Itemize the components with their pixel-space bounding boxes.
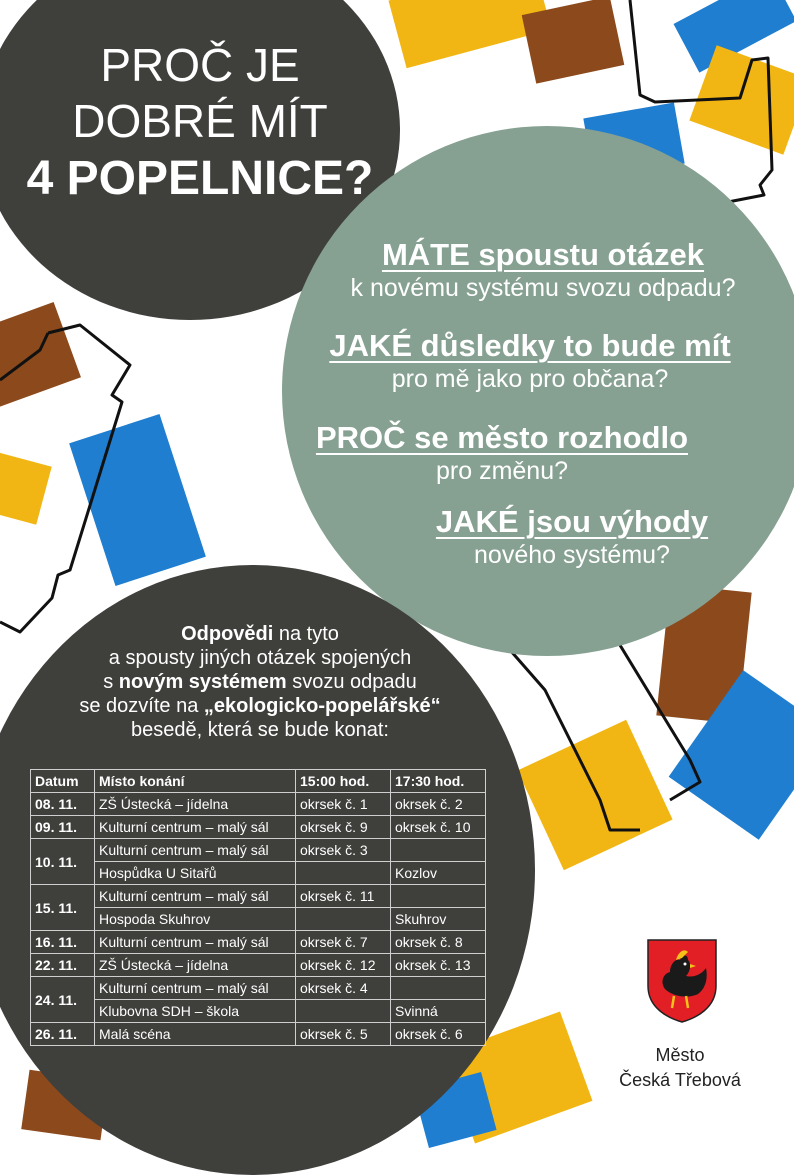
cell-place: Hospůdka U Sitařů bbox=[95, 862, 296, 885]
intro-text: s bbox=[103, 671, 119, 693]
cell-date: 09. 11. bbox=[31, 816, 95, 839]
cell-place: Kulturní centrum – malý sál bbox=[95, 931, 296, 954]
cell-date: 22. 11. bbox=[31, 954, 95, 977]
table-row bbox=[31, 954, 486, 977]
cell-1730: Skuhrov bbox=[391, 908, 486, 931]
header-date: Datum bbox=[31, 770, 95, 793]
cell-place: Kulturní centrum – malý sál bbox=[95, 816, 296, 839]
cell-1730 bbox=[391, 977, 486, 1000]
cell-1500: okrsek č. 12 bbox=[296, 954, 391, 977]
question-4-heading: JAKÉ jsou výhody bbox=[435, 504, 709, 539]
intro-text: besedě, která se bude konat: bbox=[131, 719, 389, 741]
cell-place: Kulturní centrum – malý sál bbox=[95, 885, 296, 908]
cell-date: 24. 11. bbox=[31, 977, 95, 1023]
cell-place: Malá scéna bbox=[95, 1023, 296, 1046]
cell-1500: okrsek č. 11 bbox=[296, 885, 391, 908]
question-3-heading: PROČ se město rozhodlo bbox=[315, 420, 689, 455]
intro-paragraph bbox=[10, 622, 510, 742]
header-1500: 15:00 hod. bbox=[296, 770, 391, 793]
cell-date: 26. 11. bbox=[31, 1023, 95, 1046]
schedule-table bbox=[30, 769, 486, 1046]
table-row bbox=[31, 931, 486, 954]
table-row bbox=[31, 816, 486, 839]
rooster-coat-of-arms-icon bbox=[646, 938, 718, 1024]
cell-1500 bbox=[296, 862, 391, 885]
cell-1730: okrsek č. 8 bbox=[391, 931, 486, 954]
cell-1500: okrsek č. 5 bbox=[296, 1023, 391, 1046]
cell-1730: okrsek č. 6 bbox=[391, 1023, 486, 1046]
cell-1500: okrsek č. 7 bbox=[296, 931, 391, 954]
town-name-line-2: Česká Třebová bbox=[619, 1070, 741, 1090]
cell-1730: Kozlov bbox=[391, 862, 486, 885]
table-row bbox=[31, 793, 486, 816]
intro-text: se dozvíte na bbox=[79, 695, 204, 717]
cell-1730: okrsek č. 2 bbox=[391, 793, 486, 816]
cell-1730: okrsek č. 13 bbox=[391, 954, 486, 977]
table-row bbox=[31, 839, 486, 862]
question-1-heading: MÁTE spoustu otázek bbox=[381, 237, 705, 272]
cell-1500: okrsek č. 4 bbox=[296, 977, 391, 1000]
intro-text: na tyto bbox=[273, 623, 339, 645]
table-row bbox=[31, 862, 486, 885]
table-row bbox=[31, 977, 486, 1000]
question-1-text: k novému systému svozu odpadu? bbox=[350, 274, 736, 302]
cell-1730 bbox=[391, 885, 486, 908]
table-header-row bbox=[31, 770, 486, 793]
cell-date: 08. 11. bbox=[31, 793, 95, 816]
cell-place: Kulturní centrum – malý sál bbox=[95, 839, 296, 862]
intro-bold-new-system: novým systémem bbox=[118, 671, 287, 693]
title-line-2: DOBRÉ MÍT bbox=[72, 95, 328, 147]
intro-bold-answers: Odpovědi bbox=[181, 623, 274, 645]
table-row bbox=[31, 908, 486, 931]
table-row bbox=[31, 885, 486, 908]
cell-date: 15. 11. bbox=[31, 885, 95, 931]
intro-text: svozu odpadu bbox=[286, 671, 417, 693]
town-name-line-1: Město bbox=[655, 1045, 705, 1065]
cell-1730 bbox=[391, 839, 486, 862]
cell-date: 16. 11. bbox=[31, 931, 95, 954]
cell-1500: okrsek č. 9 bbox=[296, 816, 391, 839]
cell-1730: Svinná bbox=[391, 1000, 486, 1023]
cell-place: Hospoda Skuhrov bbox=[95, 908, 296, 931]
table-row bbox=[31, 1000, 486, 1023]
intro-text: a spousty jiných otázek spojených bbox=[108, 647, 412, 669]
header-1730: 17:30 hod. bbox=[391, 770, 486, 793]
cell-1730: okrsek č. 10 bbox=[391, 816, 486, 839]
table-row bbox=[31, 1023, 486, 1046]
cell-place: Klubovna SDH – škola bbox=[95, 1000, 296, 1023]
cell-date: 10. 11. bbox=[31, 839, 95, 885]
question-3-text: pro změnu? bbox=[435, 457, 569, 485]
title-line-3: 4 POPELNICE? bbox=[26, 152, 374, 205]
cell-place: ZŠ Ústecká – jídelna bbox=[95, 954, 296, 977]
question-2-text: pro mě jako pro občana? bbox=[391, 365, 669, 393]
cell-1500 bbox=[296, 908, 391, 931]
cell-1500 bbox=[296, 1000, 391, 1023]
cell-place: ZŠ Ústecká – jídelna bbox=[95, 793, 296, 816]
header-place: Místo konání bbox=[95, 770, 296, 793]
cell-1500: okrsek č. 1 bbox=[296, 793, 391, 816]
cell-place: Kulturní centrum – malý sál bbox=[95, 977, 296, 1000]
question-2-heading: JAKÉ důsledky to bude mít bbox=[329, 328, 731, 363]
cell-1500: okrsek č. 3 bbox=[296, 839, 391, 862]
question-4-text: nového systému? bbox=[474, 541, 670, 569]
title-line-1: PROČ JE bbox=[100, 39, 300, 91]
intro-bold-event: „ekologicko-popelářské“ bbox=[203, 695, 441, 717]
